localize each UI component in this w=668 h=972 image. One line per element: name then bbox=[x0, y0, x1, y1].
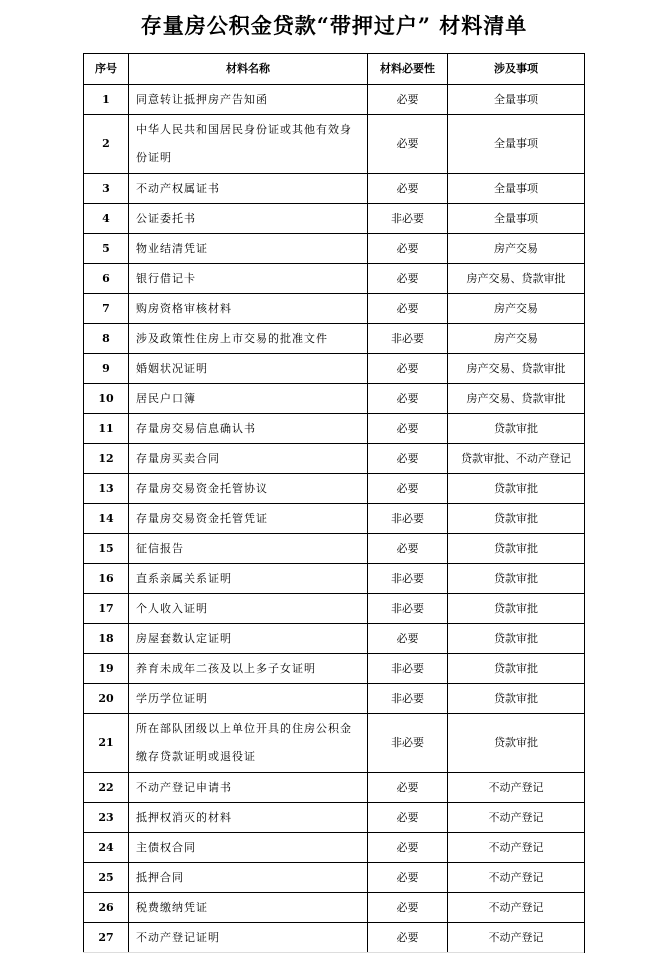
cell-scope: 不动产登记 bbox=[448, 773, 585, 803]
cell-necessity: 必要 bbox=[368, 833, 448, 863]
cell-material-name: 房屋套数认定证明 bbox=[129, 624, 368, 654]
table-header-row bbox=[84, 54, 585, 85]
cell-material-name: 学历学位证明 bbox=[129, 684, 368, 714]
cell-necessity: 必要 bbox=[368, 174, 448, 204]
cell-necessity: 必要 bbox=[368, 773, 448, 803]
cell-material-name: 个人收入证明 bbox=[129, 594, 368, 624]
cell-no: 16 bbox=[84, 564, 129, 594]
cell-scope: 不动产登记 bbox=[448, 863, 585, 893]
cell-material-name: 养育未成年二孩及以上多子女证明 bbox=[129, 654, 368, 684]
table-row bbox=[84, 115, 585, 174]
cell-no: 20 bbox=[84, 684, 129, 714]
cell-no: 7 bbox=[84, 294, 129, 324]
cell-material-name: 税费缴纳凭证 bbox=[129, 893, 368, 923]
cell-scope: 贷款审批 bbox=[448, 654, 585, 684]
cell-no: 4 bbox=[84, 204, 129, 234]
cell-no: 5 bbox=[84, 234, 129, 264]
table-row bbox=[84, 654, 585, 684]
cell-material-name: 物业结清凭证 bbox=[129, 234, 368, 264]
cell-material-name: 征信报告 bbox=[129, 534, 368, 564]
cell-scope: 不动产登记 bbox=[448, 923, 585, 953]
cell-scope: 贷款审批 bbox=[448, 684, 585, 714]
cell-material-name: 同意转让抵押房产告知函 bbox=[129, 85, 368, 115]
table-row bbox=[84, 85, 585, 115]
cell-scope: 贷款审批、不动产登记 bbox=[448, 444, 585, 474]
cell-necessity: 必要 bbox=[368, 115, 448, 174]
cell-scope: 房产交易 bbox=[448, 294, 585, 324]
cell-necessity: 必要 bbox=[368, 85, 448, 115]
cell-scope: 贷款审批 bbox=[448, 564, 585, 594]
cell-scope: 全量事项 bbox=[448, 115, 585, 174]
cell-no: 17 bbox=[84, 594, 129, 624]
cell-material-name: 银行借记卡 bbox=[129, 264, 368, 294]
cell-scope: 房产交易 bbox=[448, 234, 585, 264]
table-row bbox=[84, 324, 585, 354]
table-row bbox=[84, 863, 585, 893]
header-scope: 涉及事项 bbox=[448, 54, 585, 85]
cell-no: 24 bbox=[84, 833, 129, 863]
cell-necessity: 必要 bbox=[368, 384, 448, 414]
table-row bbox=[84, 803, 585, 833]
cell-no: 23 bbox=[84, 803, 129, 833]
cell-scope: 房产交易、贷款审批 bbox=[448, 354, 585, 384]
cell-no: 13 bbox=[84, 474, 129, 504]
cell-necessity: 必要 bbox=[368, 863, 448, 893]
cell-scope: 房产交易 bbox=[448, 324, 585, 354]
cell-no: 21 bbox=[84, 714, 129, 773]
table-row bbox=[84, 594, 585, 624]
cell-no: 10 bbox=[84, 384, 129, 414]
cell-no: 26 bbox=[84, 893, 129, 923]
cell-necessity: 必要 bbox=[368, 474, 448, 504]
cell-material-name: 不动产登记证明 bbox=[129, 923, 368, 953]
table-row bbox=[84, 684, 585, 714]
header-need: 材料必要性 bbox=[368, 54, 448, 85]
cell-material-name: 公证委托书 bbox=[129, 204, 368, 234]
cell-scope: 贷款审批 bbox=[448, 414, 585, 444]
cell-no: 22 bbox=[84, 773, 129, 803]
table-row bbox=[84, 384, 585, 414]
cell-scope: 全量事项 bbox=[448, 85, 585, 115]
table-row bbox=[84, 174, 585, 204]
cell-necessity: 必要 bbox=[368, 923, 448, 953]
cell-necessity: 非必要 bbox=[368, 594, 448, 624]
cell-no: 27 bbox=[84, 923, 129, 953]
cell-material-name: 存量房交易资金托管协议 bbox=[129, 474, 368, 504]
cell-no: 11 bbox=[84, 414, 129, 444]
cell-necessity: 必要 bbox=[368, 414, 448, 444]
table-row bbox=[84, 773, 585, 803]
cell-material-name: 不动产登记申请书 bbox=[129, 773, 368, 803]
cell-no: 9 bbox=[84, 354, 129, 384]
table-row bbox=[84, 474, 585, 504]
header-no: 序号 bbox=[84, 54, 129, 85]
cell-material-name: 存量房买卖合同 bbox=[129, 444, 368, 474]
cell-no: 2 bbox=[84, 115, 129, 174]
cell-material-name: 存量房交易信息确认书 bbox=[129, 414, 368, 444]
table-row bbox=[84, 234, 585, 264]
cell-necessity: 非必要 bbox=[368, 204, 448, 234]
cell-material-name: 所在部队团级以上单位开具的住房公积金缴存贷款证明或退役证 bbox=[129, 714, 368, 773]
cell-material-name: 抵押合同 bbox=[129, 863, 368, 893]
table-row bbox=[84, 714, 585, 773]
cell-material-name: 居民户口簿 bbox=[129, 384, 368, 414]
cell-scope: 全量事项 bbox=[448, 204, 585, 234]
table-body bbox=[84, 85, 585, 953]
cell-scope: 房产交易、贷款审批 bbox=[448, 264, 585, 294]
cell-scope: 房产交易、贷款审批 bbox=[448, 384, 585, 414]
cell-scope: 贷款审批 bbox=[448, 534, 585, 564]
cell-necessity: 非必要 bbox=[368, 324, 448, 354]
cell-necessity: 非必要 bbox=[368, 564, 448, 594]
table-row bbox=[84, 624, 585, 654]
cell-necessity: 必要 bbox=[368, 624, 448, 654]
cell-no: 19 bbox=[84, 654, 129, 684]
cell-scope: 贷款审批 bbox=[448, 474, 585, 504]
table-row bbox=[84, 354, 585, 384]
page-divider bbox=[83, 952, 584, 953]
cell-scope: 贷款审批 bbox=[448, 594, 585, 624]
cell-material-name: 不动产权属证书 bbox=[129, 174, 368, 204]
cell-necessity: 必要 bbox=[368, 803, 448, 833]
materials-table bbox=[83, 53, 585, 953]
cell-scope: 不动产登记 bbox=[448, 893, 585, 923]
cell-necessity: 非必要 bbox=[368, 654, 448, 684]
cell-necessity: 必要 bbox=[368, 294, 448, 324]
header-name: 材料名称 bbox=[129, 54, 368, 85]
cell-scope: 贷款审批 bbox=[448, 624, 585, 654]
table-row bbox=[84, 923, 585, 953]
cell-material-name: 主债权合同 bbox=[129, 833, 368, 863]
cell-material-name: 婚姻状况证明 bbox=[129, 354, 368, 384]
cell-necessity: 必要 bbox=[368, 444, 448, 474]
cell-necessity: 非必要 bbox=[368, 684, 448, 714]
cell-material-name: 存量房交易资金托管凭证 bbox=[129, 504, 368, 534]
cell-scope: 贷款审批 bbox=[448, 504, 585, 534]
table-row bbox=[84, 444, 585, 474]
cell-material-name: 直系亲属关系证明 bbox=[129, 564, 368, 594]
cell-necessity: 必要 bbox=[368, 234, 448, 264]
cell-material-name: 购房资格审核材料 bbox=[129, 294, 368, 324]
table-row bbox=[84, 534, 585, 564]
cell-no: 14 bbox=[84, 504, 129, 534]
cell-material-name: 中华人民共和国居民身份证或其他有效身份证明 bbox=[129, 115, 368, 174]
cell-necessity: 必要 bbox=[368, 264, 448, 294]
cell-no: 25 bbox=[84, 863, 129, 893]
cell-necessity: 必要 bbox=[368, 354, 448, 384]
cell-no: 6 bbox=[84, 264, 129, 294]
table-row bbox=[84, 504, 585, 534]
cell-necessity: 非必要 bbox=[368, 504, 448, 534]
cell-no: 8 bbox=[84, 324, 129, 354]
cell-material-name: 涉及政策性住房上市交易的批准文件 bbox=[129, 324, 368, 354]
cell-scope: 不动产登记 bbox=[448, 833, 585, 863]
table-row bbox=[84, 294, 585, 324]
document-title: 存量房公积金贷款“带押过户” 材料清单 bbox=[140, 13, 528, 38]
cell-no: 3 bbox=[84, 174, 129, 204]
table-row bbox=[84, 204, 585, 234]
cell-necessity: 必要 bbox=[368, 893, 448, 923]
cell-no: 1 bbox=[84, 85, 129, 115]
cell-material-name: 抵押权消灭的材料 bbox=[129, 803, 368, 833]
table-row bbox=[84, 414, 585, 444]
table-row bbox=[84, 893, 585, 923]
cell-necessity: 非必要 bbox=[368, 714, 448, 773]
cell-no: 18 bbox=[84, 624, 129, 654]
cell-scope: 全量事项 bbox=[448, 174, 585, 204]
cell-necessity: 必要 bbox=[368, 534, 448, 564]
table-row bbox=[84, 264, 585, 294]
table-row bbox=[84, 564, 585, 594]
cell-no: 15 bbox=[84, 534, 129, 564]
table-row bbox=[84, 833, 585, 863]
cell-scope: 不动产登记 bbox=[448, 803, 585, 833]
cell-scope: 贷款审批 bbox=[448, 714, 585, 773]
cell-no: 12 bbox=[84, 444, 129, 474]
